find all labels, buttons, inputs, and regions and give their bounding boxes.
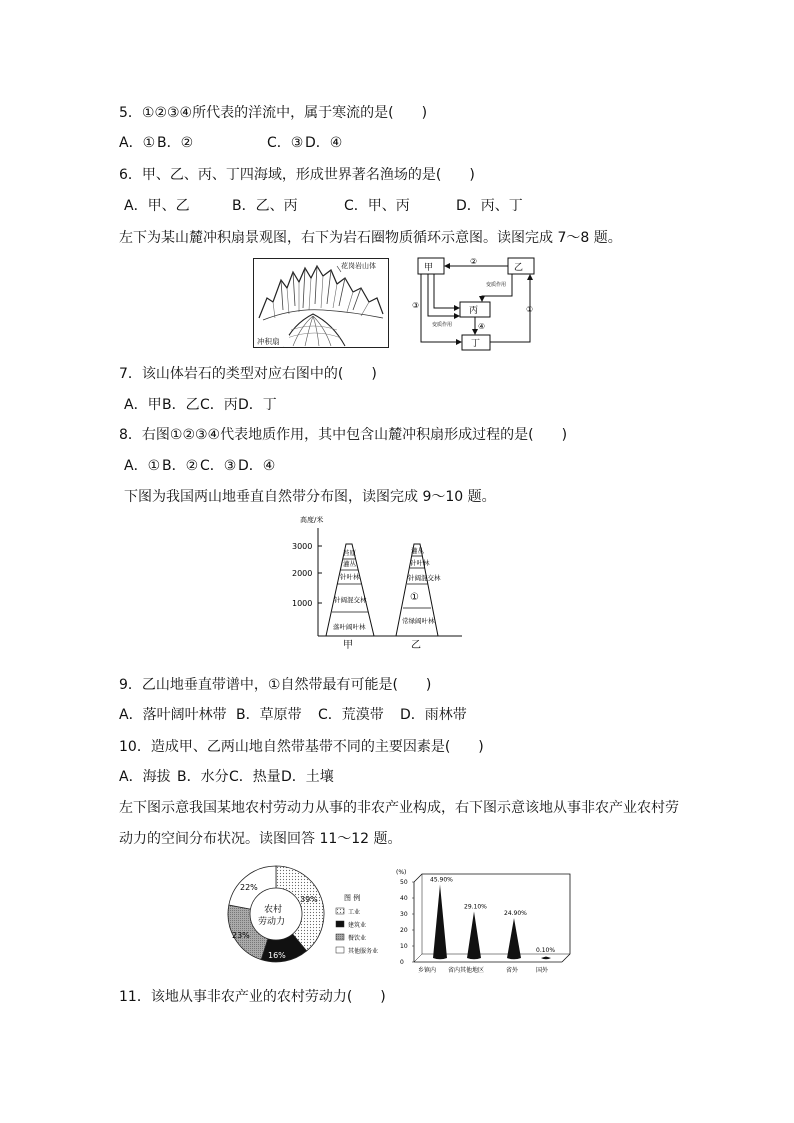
rock-cycle-diagram [412,256,542,352]
cone-value-label: 45.90% [430,876,453,884]
intro-9-10: 下图为我国两山地垂直自然带分布图，读图完成 9～10 题。 [124,489,496,505]
tick-2000: 2000 [292,569,313,578]
intro-11-12-line2: 动力的空间分布状况。读图回答 11～12 题。 [119,831,402,847]
yi-zone-4: ① [410,592,419,603]
cone-value-label: 24.90% [504,910,527,918]
tick-1000: 1000 [292,599,313,608]
q8-option-d: D．④ [238,458,276,474]
q6-option-a: A．甲、乙 [124,198,190,214]
q6-options [124,197,523,215]
q5-option-b: B．② [157,135,194,151]
q6-option-b: B．乙、丙 [232,198,298,214]
cone-ytick: 10 [400,943,408,950]
legend-catering: 餐饮业 [348,935,367,942]
pct-construction: 16% [268,951,286,960]
vertical-zonation-figure [290,512,465,650]
cone-4 [541,957,551,960]
cone-value-label: 29.10% [464,903,487,911]
q10-option-d: D．土壤 [281,769,334,785]
q10-option-b: B．水分 [177,769,229,785]
cone-ytick: 20 [400,927,408,934]
q7-option-c: C．丙 [200,397,238,413]
q10-option-a: A．海拔 [119,769,171,785]
label-yi: 乙 [514,263,524,273]
label-jia: 甲 [424,263,434,273]
q9-option-c: C．荒漠带 [318,707,384,723]
q10-option-c: C．热量 [229,769,281,785]
yi-zone-1: 灌丛 [411,547,424,555]
cone-value-label: 0.10% [536,947,556,954]
yi-zone-5: 常绿阔叶林 [402,617,435,625]
q7-option-a: A．甲 [124,397,162,413]
q5-options [119,134,342,152]
q6-option-c: C．甲、丙 [344,198,410,214]
jia-zone-4: 针阔混交林 [334,596,367,604]
cone-ytick: 0 [400,959,404,966]
legend-other-services: 其他服务业 [348,948,379,955]
jia-zone-1: 苔原 [343,549,356,557]
q9-option-b: B．草原带 [236,707,302,723]
cone-unit: (%) [396,869,407,876]
spatial-distribution-cone-chart [394,866,574,974]
cone-category-label: 乡镇内 [418,967,437,974]
q6-stem: 6．甲、乙、丙、丁四海域，形成世界著名渔场的是( ) [119,167,475,183]
q7-stem: 7．该山体岩石的类型对应右图中的( ) [119,366,377,382]
q5-option-d: D．④ [305,135,343,151]
q5-stem: 5．①②③④所代表的洋流中，属于寒流的是( ) [119,105,428,121]
q5-option-c: C．③ [267,135,304,151]
pct-industry: 39% [300,895,318,904]
label-ding: 丁 [471,339,481,349]
q8-stem: 8．右图①②③④代表地质作用，其中包含山麓冲积扇形成过程的是( ) [119,427,568,443]
q5-option-a: A．① [119,135,156,151]
q11-stem: 11．该地从事非农产业的农村劳动力( ) [119,989,386,1005]
pct-catering: 23% [232,931,250,940]
arrow-1-label: ① [526,305,534,314]
q8-option-a: A．① [124,458,161,474]
yi-zone-2: 针叶林 [410,559,430,567]
label-alluvial-fan: 冲积扇 [257,337,280,346]
legend-industry: 工业 [348,909,361,916]
cone-2 [467,911,481,959]
tick-3000: 3000 [292,542,313,551]
cone-category-label: 省内其他地区 [448,967,485,974]
q8-options [124,457,275,475]
jia-zone-3: 针叶林 [340,573,360,581]
cone-category-label: 省外 [506,967,519,974]
arrow-4-label: ④ [478,322,486,331]
intro-11-12-line1: 左下图示意我国某地农村劳动力从事的非农产业构成，右下图示意该地从事非农产业农村劳 [119,800,679,816]
q8-option-b: B．② [162,458,199,474]
q9-option-a: A．落叶阔叶林带 [119,707,227,723]
arrow-3-label: ③ [412,301,420,310]
donut-center-line1: 农村 [264,905,283,915]
jia-zone-5: 落叶阔叶林 [333,623,366,631]
cone-ytick: 40 [400,895,408,902]
alluvial-fan-landscape-figure [253,258,389,348]
nonfarm-composition-donut [222,860,384,968]
q9-option-d: D．雨林带 [400,707,467,723]
jia-zone-2: 灌丛 [343,560,356,568]
metamorphism-label-right: 变质作用 [486,282,507,288]
metamorphism-label-left: 变质作用 [432,322,453,328]
legend-title: 图 例 [344,894,361,902]
q8-option-c: C．③ [200,458,237,474]
arrow-2-label: ② [470,257,478,266]
q9-options [119,706,467,724]
q6-option-d: D．丙、丁 [456,198,523,214]
q9-stem: 9．乙山地垂直带谱中，①自然带最有可能是( ) [119,677,432,693]
intro-7-8: 左下为某山麓冲积扇景观图，右下为岩石圈物质循环示意图。读图完成 7～8 题。 [119,230,622,246]
q7-option-d: D．丁 [238,397,277,413]
label-granite: 花岗岩山体 [341,262,376,270]
label-bing: 丙 [469,306,479,316]
cone-1 [433,885,447,960]
pct-other-services: 22% [240,883,258,892]
cone-3 [507,918,521,959]
cone-ytick: 30 [400,911,408,918]
legend-construction: 建筑业 [348,922,367,929]
mountain-jia-name: 甲 [343,640,353,650]
q10-stem: 10．造成甲、乙两山地自然带基带不同的主要因素是( ) [119,739,484,755]
mountain-yi-name: 乙 [411,640,421,650]
q7-options [124,396,277,414]
cone-category-label: 国外 [536,967,549,974]
q10-options [119,768,334,786]
y-axis-label: 高度/米 [300,516,324,524]
q7-option-b: B．乙 [162,397,200,413]
donut-center-line2: 劳动力 [258,917,286,927]
yi-zone-3: 针阔混交林 [408,574,441,582]
cone-ytick: 50 [400,879,408,886]
